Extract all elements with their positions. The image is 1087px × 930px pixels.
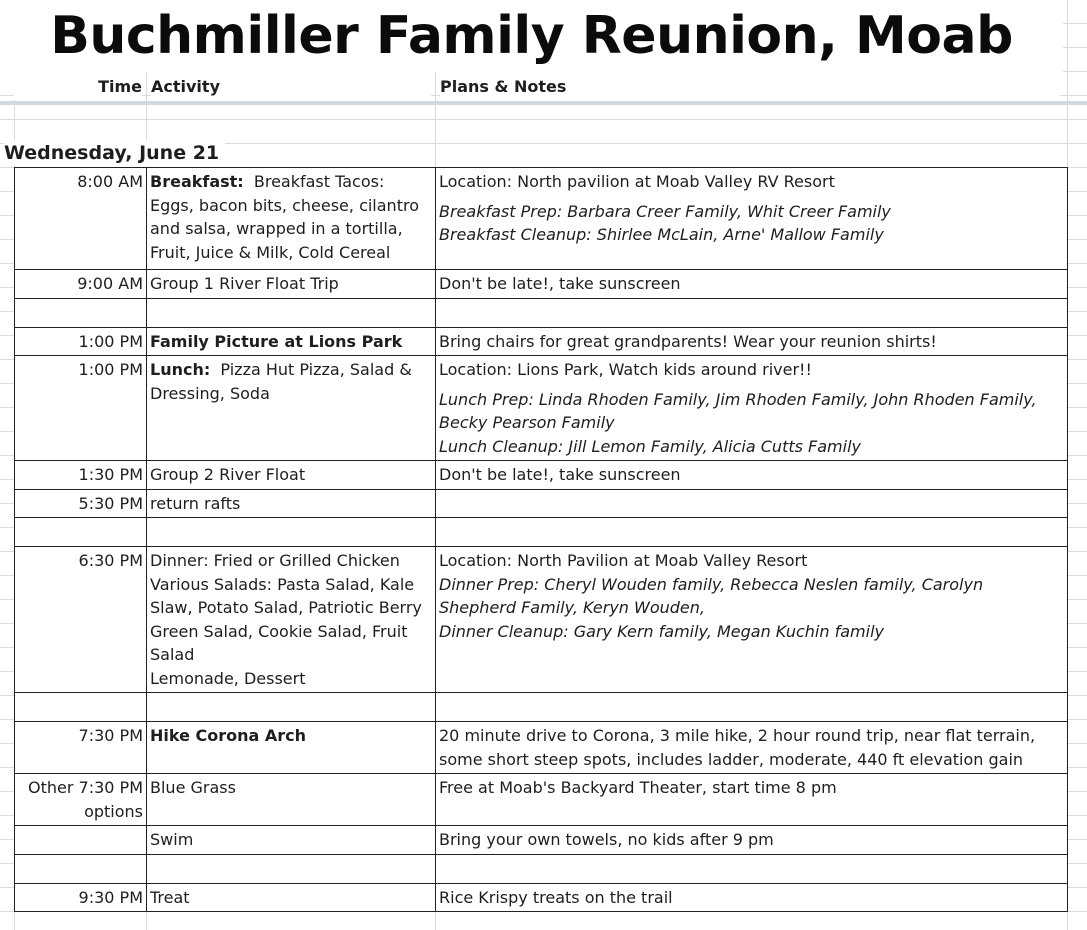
note-italic: Lunch Cleanup: Jill Lemon Family, Alicia Cutts Family bbox=[439, 436, 861, 456]
activity-cell: Hike Corona Arch bbox=[147, 722, 436, 774]
table-row bbox=[15, 774, 1068, 826]
day-heading: Wednesday, June 21 bbox=[4, 140, 225, 166]
notes-cell: Rice Krispy treats on the trail bbox=[436, 883, 1068, 912]
note-italic: Breakfast Cleanup: Shirlee McLain, Arne' Mallow Family bbox=[439, 225, 884, 244]
table-row bbox=[15, 327, 1068, 356]
time-cell bbox=[15, 826, 147, 855]
header-divider bbox=[0, 101, 1087, 105]
notes-cell: 20 minute drive to Corona, 3 mile hike, 2 hour round trip, near flat terrain, some short steep spots, includes ladder, moderate, 440 ft elevation gain bbox=[436, 722, 1068, 774]
table-row bbox=[15, 826, 1068, 855]
time-cell: 1:30 PM bbox=[15, 461, 147, 490]
activity-title: Breakfast: bbox=[150, 172, 244, 191]
notes-cell: Bring your own towels, no kids after 9 pm bbox=[436, 826, 1068, 855]
time-cell: 9:30 PM bbox=[15, 883, 147, 912]
note-text: Location: North Pavilion at Moab Valley Resort bbox=[439, 551, 808, 570]
time-cell: 5:30 PM bbox=[15, 489, 147, 518]
note-italic: Lunch Prep: Linda Rhoden Family, Jim Rhoden Family, John Rhoden Family, Becky Pearson Family bbox=[439, 389, 1037, 432]
time-cell: 1:00 PM bbox=[15, 356, 147, 461]
header-notes: Plans & Notes bbox=[440, 72, 1060, 100]
activity-cell: Group 2 River Float bbox=[147, 461, 436, 490]
activity-cell: Family Picture at Lions Park bbox=[147, 327, 436, 356]
empty-row bbox=[15, 693, 1068, 722]
empty-row bbox=[15, 518, 1068, 547]
notes-cell bbox=[436, 356, 1068, 461]
activity-cell: return rafts bbox=[147, 489, 436, 518]
empty-row bbox=[15, 854, 1068, 883]
table-row bbox=[15, 722, 1068, 774]
time-cell: 7:30 PM bbox=[15, 722, 147, 774]
activity-cell: Group 1 River Float Trip bbox=[147, 270, 436, 299]
empty-row bbox=[15, 298, 1068, 327]
notes-cell: Don't be late!, take sunscreen bbox=[436, 270, 1068, 299]
time-cell: 8:00 AM bbox=[15, 168, 147, 270]
note-italic: Breakfast Prep: Barbara Creer Family, Whit Creer Family bbox=[439, 201, 891, 221]
note-italic: Dinner Prep: Cheryl Wouden family, Rebecca Neslen family, Carolyn Shepherd Family, Keryn Wouden, bbox=[439, 574, 984, 617]
time-cell: 6:30 PM bbox=[15, 547, 147, 693]
activity-cell: Treat bbox=[147, 883, 436, 912]
schedule-table bbox=[14, 167, 1068, 912]
activity-text: Lemonade, Dessert bbox=[150, 668, 306, 688]
activity-text: Breakfast Tacos: Eggs, bacon bits, cheese, cilantro and salsa, wrapped in a tortilla, Fruit, Juice & Milk, Cold Cereal bbox=[150, 172, 419, 262]
activity-cell bbox=[147, 356, 436, 461]
notes-cell bbox=[436, 547, 1068, 693]
table-row bbox=[15, 270, 1068, 299]
table-row bbox=[15, 461, 1068, 490]
notes-cell: Don't be late!, take sunscreen bbox=[436, 461, 1068, 490]
page-title: Buchmiller Family Reunion, Moab bbox=[0, 0, 1063, 72]
activity-cell: Swim bbox=[147, 826, 436, 855]
header-activity: Activity bbox=[151, 72, 431, 100]
activity-cell: Blue Grass bbox=[147, 774, 436, 826]
notes-cell: Free at Moab's Backyard Theater, start time 8 pm bbox=[436, 774, 1068, 826]
table-row bbox=[15, 883, 1068, 912]
time-cell: Other 7:30 PM options bbox=[15, 774, 147, 826]
table-row bbox=[15, 168, 1068, 270]
note-italic: Dinner Cleanup: Gary Kern family, Megan Kuchin family bbox=[439, 621, 884, 641]
table-row bbox=[15, 547, 1068, 693]
notes-cell bbox=[436, 489, 1068, 518]
activity-text: Various Salads: Pasta Salad, Kale Slaw, Potato Salad, Patriotic Berry Green Salad, Cookie Salad, Fruit Salad bbox=[150, 574, 422, 664]
notes-cell bbox=[436, 168, 1068, 270]
notes-cell: Bring chairs for great grandparents! Wear your reunion shirts! bbox=[436, 327, 1068, 356]
header-time: Time bbox=[14, 72, 142, 100]
activity-text: Dinner: Fried or Grilled Chicken bbox=[150, 551, 400, 570]
note-text: Location: Lions Park, Watch kids around river!! bbox=[439, 360, 812, 379]
table-row bbox=[15, 356, 1068, 461]
time-cell: 9:00 AM bbox=[15, 270, 147, 299]
activity-cell bbox=[147, 168, 436, 270]
time-cell: 1:00 PM bbox=[15, 327, 147, 356]
table-row bbox=[15, 489, 1068, 518]
activity-text: Pizza Hut Pizza, Salad & Dressing, Soda bbox=[150, 360, 412, 403]
note-text: Location: North pavilion at Moab Valley RV Resort bbox=[439, 172, 835, 191]
activity-title: Lunch: bbox=[150, 360, 211, 379]
activity-cell bbox=[147, 547, 436, 693]
